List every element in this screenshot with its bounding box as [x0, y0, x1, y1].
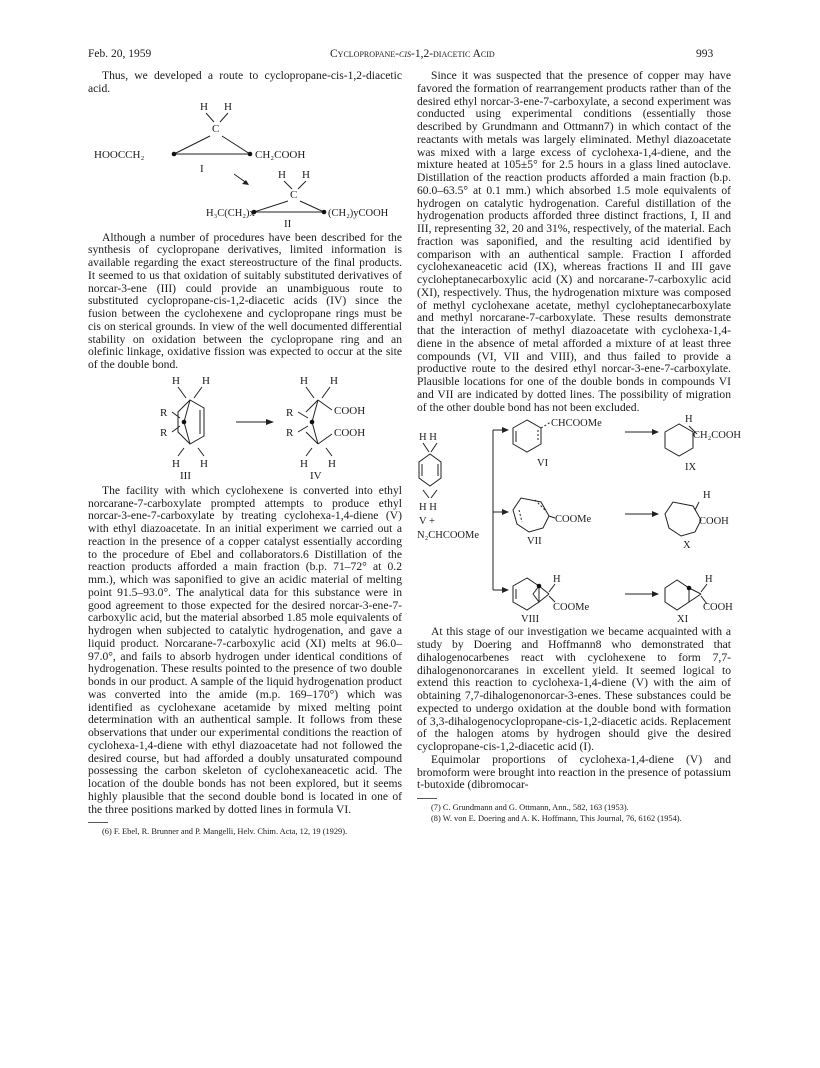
- svg-text:(CH₂)yCOOH: (CH₂)yCOOH: [328, 207, 389, 219]
- scheme-diazoacetate-products: [417, 414, 741, 626]
- svg-text:CH₂COOH: CH₂COOH: [255, 148, 306, 161]
- svg-text:H: H: [328, 457, 336, 470]
- svg-text:H: H: [278, 168, 286, 181]
- footnote-6: (6) F. Ebel, R. Brunner and P. Mangelli, Helv. Chim. Acta, 12, 19 (1929).: [102, 827, 348, 837]
- svg-text:H: H: [200, 457, 208, 470]
- paragraph: Although a number of procedures have been described for the synthesis of cyclopropane derivatives, limited information is available regarding the exact stereostructure of the final products. It seemed to us that oxidation of suitably substituted derivatives of norcar-3-ene (III) could provide an unambiguous route to substituted cyclopropane-cis-1,2-diacetic acids (IV) since the fusion between the cyclohexene and cyclopropane rings must be cis on sterical grounds. In view of the well documented differential stability on oxidation between the cyclopropane ring and an olefinic linkage, oxidative fission was expected to occur at the site of the double bond.: [88, 230, 402, 371]
- svg-text:H: H: [300, 457, 308, 470]
- svg-text:H₃C(CH₂)x: H₃C(CH₂)x: [206, 207, 255, 219]
- svg-text:COOH: COOH: [334, 404, 366, 417]
- svg-text:N₂CHCOOMe: N₂CHCOOMe: [417, 530, 479, 542]
- header-title: Cyclopropane-cis-1,2-diacetic Acid: [330, 48, 495, 60]
- svg-text:H H: H H: [419, 432, 437, 444]
- svg-text:COOMe: COOMe: [555, 514, 592, 526]
- svg-text:R: R: [160, 426, 168, 439]
- header-date: Feb. 20, 1959: [88, 48, 152, 60]
- svg-text:COOH: COOH: [699, 516, 729, 528]
- svg-text:VI: VI: [537, 458, 549, 470]
- footnote-8: (8) W. von E. Doering and A. K. Hoffmann, This Journal, 76, 6162 (1954).: [431, 813, 682, 823]
- svg-text:H: H: [300, 374, 308, 387]
- svg-text:HOOCCH₂: HOOCCH₂: [94, 148, 145, 161]
- svg-text:C: C: [290, 188, 298, 201]
- svg-text:R: R: [286, 406, 294, 419]
- footnote-7: (7) C. Grundmann and G. Ottmann, Ann., 582, 163 (1953).: [431, 803, 629, 812]
- svg-text:CHCOOMe: CHCOOMe: [551, 418, 602, 430]
- footnote-separator: [417, 798, 437, 799]
- paragraph: Since it was suspected that the presence of copper may have favored the formation of rearrangement products rather than of the desired ethyl norcar-3-ene-7-carboxylate, a second experiment was conducted using experimental conditions (essentially those described by Grundmann and Ottmann7) in which contact of the reactants with metals was largely eliminated. Methyl diazoacetate was mixed with a large excess of cyclohexa-1,4-diene, and the mixture heated at 105±5° for 2.5 hours in a glass lined autoclave. Distillation of the reaction products afforded a main fraction (b.p. 60.0–63.5° at 0.1 mm.) which absorbed 1.5 mole equivalents of hydrogen on catalytic hydrogenation. Careful distillation of the hydrogenation products afforded three distinct fractions, I, II and III, representing 32, 20 and 31%, respectively, of the material. Each fraction was saponified, and the resulting acid identified by comparison with an authentical sample. Fraction I afforded cyclohexaneacetic acid (IX), whereas fractions II and III gave cycloheptanecarboxylic acid (X) and norcarane-7-carboxylic acid (XI), respectively. Thus, the hydrogenation mixture was composed of methyl cyclohexane acetate, methyl cycloheptanecarboxylate and methyl norcarane-7-carboxylate. These results demonstrate that the interaction of methyl diazoacetate with cyclohexa-1,4-diene in the absence of metal afforded a mixture of at least three compounds (VI, VII and VIII), and thus failed to provide a productive route to the desired ethyl norcar-3-ene-7-carboxylate. Plausible locations for one of the double bonds in compounds VI and VII are indicated by dotted lines. The possibility of migration of the other double bond has not been excluded.: [417, 69, 731, 414]
- paragraph: The facility with which cyclohexene is converted into ethyl norcarane-7-carboxylate prompted attempts to produce ethyl norcar-3-ene-7-carboxylate by treating cyclohexa-1,4-diene (V) with ethyl diazoacetate. In an initial experiment we carried out a reaction in the presence of a copper catalyst essentially according to the procedure of Ebel and collaborators.6 Distillation of the reaction products afforded a main fraction (b.p. 71–72° at 0.2 mm.), which was saponified to give an acidic material of melting point 91.5–93.0°. The analytical data for this substance were in good agreement to those expected for the desired norcar-3-ene-7-carboxylic acid, but the material absorbed 1.85 mole equivalents of hydrogen when subjected to catalytic hydrogenation, and gave a liquid product. Norcarane-7-carboxylic acid (XI) melts at 96.0–97.0°, and fails to absorb hydrogen under identical conditions of hydrogenation. These results pointed to the presence of two double bonds in our product. A sample of the liquid hydrogenation product was converted into the amide (m.p. 169–170°) which was identified as cyclohexane acetamide by mixed melting point determination with an authentical sample. It follows from these observations that under our experimental conditions the reaction of cyclohexa-1,4-diene with ethyl diazoacetate had not followed the desired course, but had afforded a doubly unsaturated compound possessing the carbon skeleton of cyclohexaneacetic acid. The location of the double bonds has not been explored, but it seems highly plausible that the second double bond is located in one of the three positions marked by dotted lines in formula VI.: [88, 483, 402, 816]
- left-column: [88, 70, 402, 838]
- svg-text:H: H: [172, 374, 180, 387]
- svg-text:H: H: [202, 374, 210, 387]
- svg-text:R: R: [160, 406, 168, 419]
- svg-text:V +: V +: [419, 516, 435, 528]
- label-III: III: [180, 469, 191, 482]
- svg-text:H: H: [224, 100, 232, 113]
- right-column: [417, 69, 741, 824]
- svg-text:XI: XI: [677, 614, 689, 626]
- label-IV: IV: [310, 469, 322, 482]
- svg-text:R: R: [286, 426, 294, 439]
- svg-text:H H: H H: [419, 502, 437, 514]
- svg-text:H: H: [685, 414, 693, 426]
- svg-text:IX: IX: [685, 462, 697, 474]
- paragraph: Equimolar proportions of cyclohexa-1,4-diene (V) and bromoform were brought into reaction in the presence of potassium t-butoxide (dibromocar-: [417, 752, 731, 792]
- svg-text:COOMe: COOMe: [553, 602, 590, 614]
- paragraph: Thus, we developed a route to cyclopropane-cis-1,2-diacetic acid.: [88, 69, 402, 95]
- svg-text:X: X: [683, 540, 691, 552]
- label-II: II: [284, 217, 292, 230]
- scheme-cyclopropane-structures: [88, 96, 402, 220]
- svg-text:VIII: VIII: [521, 614, 540, 626]
- scheme-norcarene-oxidation: [88, 372, 402, 472]
- svg-text:H: H: [302, 168, 310, 181]
- svg-text:H: H: [553, 574, 561, 586]
- svg-text:H: H: [172, 457, 180, 470]
- svg-text:H: H: [703, 490, 711, 502]
- svg-text:H: H: [330, 374, 338, 387]
- svg-text:I: I: [200, 162, 204, 175]
- page-number: 993: [696, 48, 714, 60]
- footnote-separator: [88, 822, 108, 823]
- svg-text:COOH: COOH: [334, 426, 366, 439]
- svg-text:COOH: COOH: [703, 602, 733, 614]
- svg-text:CH₂COOH: CH₂COOH: [693, 430, 741, 442]
- svg-text:VII: VII: [527, 536, 542, 548]
- svg-text:H: H: [200, 100, 208, 113]
- svg-text:H: H: [705, 574, 713, 586]
- svg-text:C: C: [212, 122, 220, 135]
- paragraph: At this stage of our investigation we became acquainted with a study by Doering and Hoffmann8 who demonstrated that dihalogenocarbenes react with cyclohexene to form 7,7-dihalogenonorcaranes in excellent yield. It seemed logical to extend this reaction to cyclohexa-1,4-diene (V) with the aim of obtaining 7,7-dihalogenonorcar-3-enes. These substances could be expected to undergo oxidation at the double bond with formation of 3,3-dihalogenocyclopropane-cis-1,2-diacetic acids. Replacement of the halogen atoms by hydrogen should give the desired cyclopropane-cis-1,2-diacetic acid (I).: [417, 625, 731, 753]
